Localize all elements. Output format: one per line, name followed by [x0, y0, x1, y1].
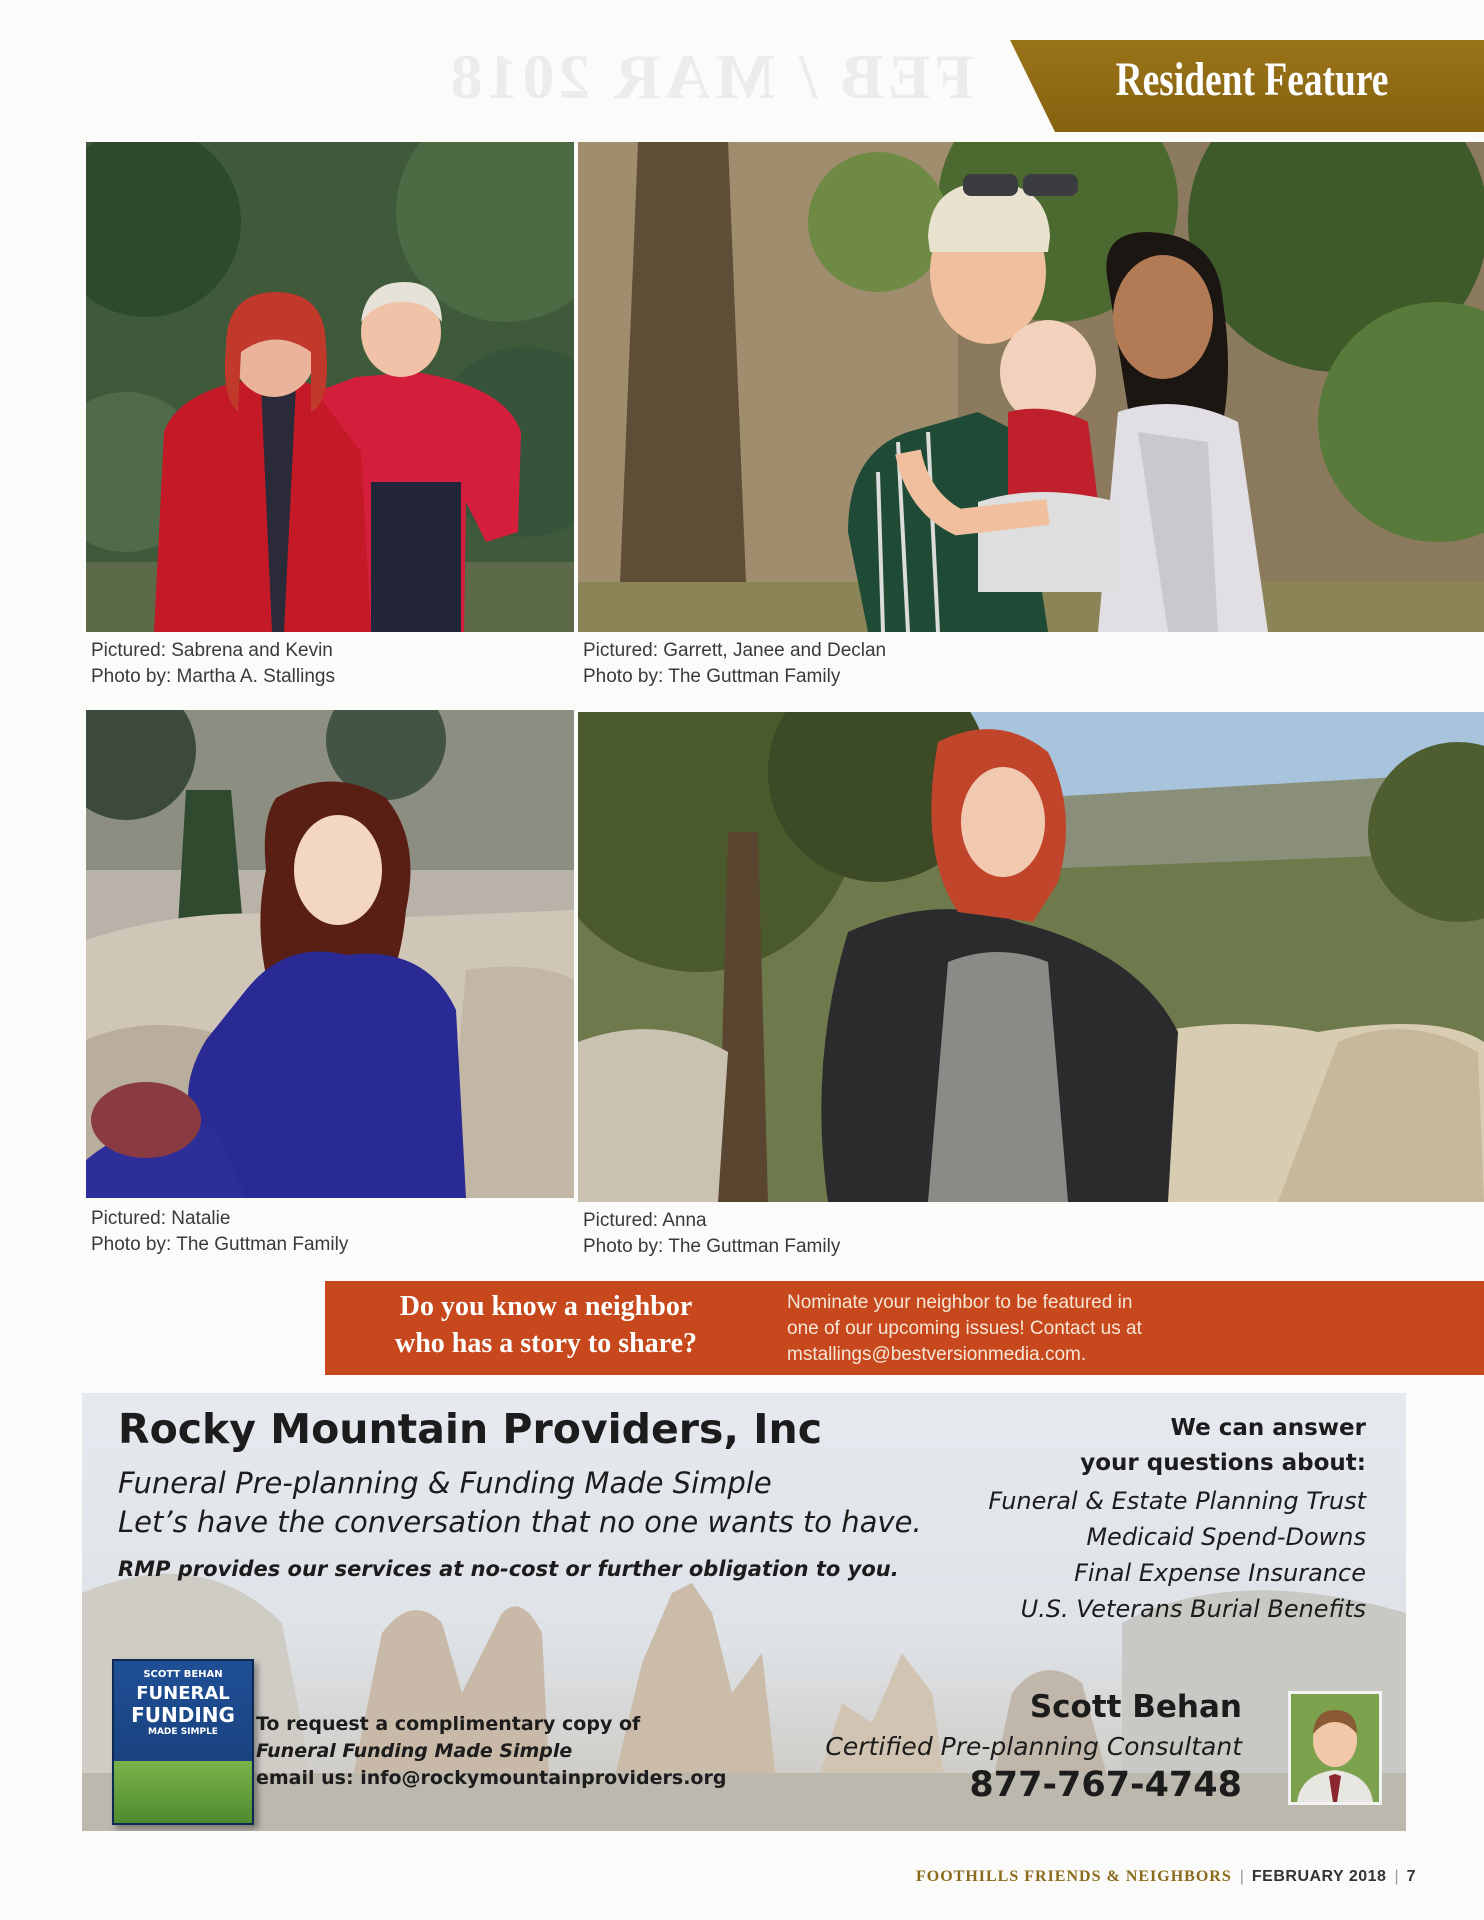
ad-questions-heading: We can answer [1170, 1415, 1366, 1441]
ad-book-title: Funeral Funding Made Simple [256, 1740, 573, 1762]
caption-photo-credit: Photo by: The Guttman Family [583, 1236, 841, 1257]
publication-name: FOOTHILLS FRIENDS & NEIGHBORS [916, 1868, 1232, 1885]
caption-pictured: Pictured: Sabrena and Kevin [91, 640, 333, 661]
photo-garrett-janee-declan [578, 142, 1484, 632]
book-road-illustration [114, 1761, 252, 1823]
ad-request-email: email us: info@rockymountainproviders.org [256, 1767, 727, 1789]
section-label: Resident Feature [1115, 53, 1389, 106]
photo-natalie [86, 710, 574, 1198]
footer-divider: | [1394, 1868, 1399, 1885]
photo-caption [91, 1206, 348, 1258]
story-question [356, 1288, 736, 1362]
book-cover [112, 1659, 254, 1825]
book-title: FUNDING [131, 1703, 235, 1727]
ad-no-cost-statement: RMP provides our services at no-cost or further obligation to you. [118, 1557, 899, 1581]
issue-watermark: FEB / MAR 2018 [446, 41, 974, 112]
rocky-mountain-providers-ad [82, 1393, 1406, 1831]
nominate-text-line: one of our upcoming issues! Contact us at [787, 1318, 1142, 1339]
photo-caption [583, 1208, 840, 1260]
photo-caption [583, 638, 886, 690]
consultant-portrait [1288, 1691, 1382, 1805]
caption-pictured: Pictured: Natalie [91, 1208, 231, 1229]
ad-request-copy: To request a complimentary copy of [256, 1713, 641, 1735]
photo-caption [91, 638, 335, 690]
nominate-email: mstallings@bestversionmedia.com. [787, 1344, 1087, 1365]
page-footer [916, 1868, 1416, 1886]
story-question-line: Do you know a neighbor [399, 1291, 693, 1322]
issue-date: FEBRUARY 2018 [1251, 1868, 1387, 1885]
ad-tagline: Let’s have the conversation that no one wants to have. [118, 1505, 922, 1539]
ad-company-name: Rocky Mountain Providers, Inc [118, 1405, 823, 1453]
ad-contact-name: Scott Behan [1029, 1689, 1242, 1725]
photo-sabrena-kevin [86, 142, 574, 632]
book-title: FUNERAL [136, 1683, 230, 1704]
ad-topic: U.S. Veterans Burial Benefits [1020, 1595, 1366, 1623]
ad-tagline: Funeral Pre-planning & Funding Made Simple [118, 1466, 772, 1500]
caption-pictured: Pictured: Anna [583, 1210, 707, 1231]
caption-pictured: Pictured: Garrett, Janee and Declan [583, 640, 887, 661]
book-subtitle: MADE SIMPLE [148, 1727, 218, 1737]
photo-anna [578, 712, 1484, 1202]
nominate-text [787, 1290, 1142, 1368]
book-author: SCOTT BEHAN [143, 1669, 223, 1680]
footer-divider: | [1239, 1868, 1244, 1885]
ad-questions-heading: your questions about: [1080, 1450, 1366, 1476]
ad-contact-phone: 877-767-4748 [969, 1765, 1242, 1805]
nominate-text-line: Nominate your neighbor to be featured in [787, 1292, 1133, 1313]
caption-photo-credit: Photo by: Martha A. Stallings [91, 666, 335, 687]
story-question-line: who has a story to share? [394, 1328, 698, 1359]
page-number: 7 [1406, 1868, 1416, 1885]
ad-topic: Funeral & Estate Planning Trust [988, 1487, 1366, 1515]
ad-topic: Final Expense Insurance [1074, 1559, 1366, 1587]
ad-contact-title: Certified Pre-planning Consultant [825, 1732, 1242, 1761]
caption-photo-credit: Photo by: The Guttman Family [91, 1234, 349, 1255]
caption-photo-credit: Photo by: The Guttman Family [583, 666, 841, 687]
ad-topic: Medicaid Spend-Downs [1086, 1523, 1366, 1551]
